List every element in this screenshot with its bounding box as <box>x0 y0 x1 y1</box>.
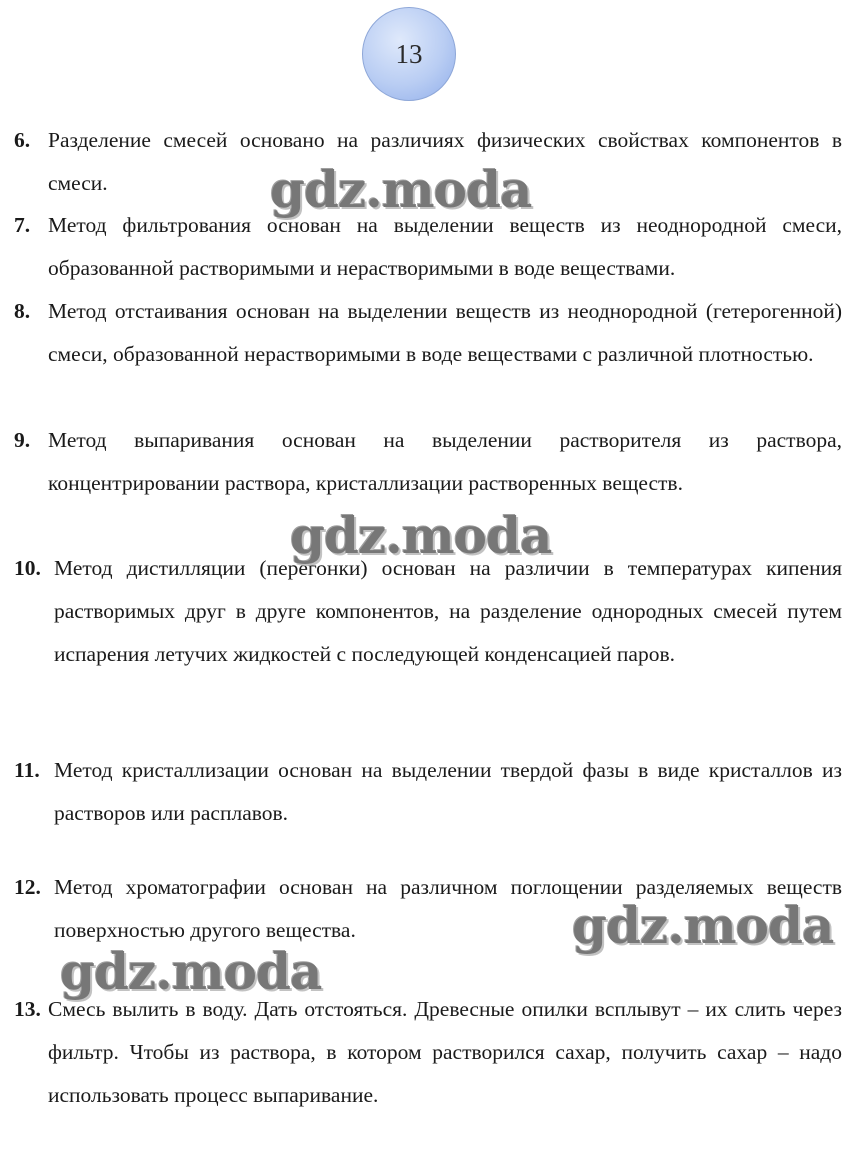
item-text: Метод выпаривания основан на выделении растворителя из раствора, концентрировании раствора, кристаллизации растворенных веществ. <box>48 428 842 495</box>
item-number: 13. <box>14 997 41 1021</box>
watermark-logo: gdz.moda <box>270 160 532 219</box>
list-item <box>14 866 842 952</box>
list-item <box>14 749 842 835</box>
item-text: Метод кристаллизации основан на выделении твердой фазы в виде кристаллов из растворов или расплавов. <box>54 758 842 825</box>
list-item <box>14 204 842 290</box>
item-text: Смесь вылить в воду. Дать отстояться. Древесные опилки всплывут – их слить через фильтр. Чтобы из раствора, в котором растворился сахар, получить сахар – надо использовать процесс выпаривание. <box>48 997 842 1107</box>
item-number: 6. <box>14 128 31 152</box>
page-number-badge <box>362 7 456 101</box>
item-number: 10. <box>14 556 41 580</box>
list-item <box>14 988 842 1117</box>
item-number: 7. <box>14 213 31 237</box>
list-item <box>14 119 842 205</box>
item-text: Метод фильтрования основан на выделении веществ из неоднородной смеси, образованной растворимыми и нерастворимыми в воде веществами. <box>48 213 842 280</box>
list-item <box>14 419 842 505</box>
watermark-logo: gdz.moda <box>60 942 322 1001</box>
watermark-logo: gdz.moda <box>572 896 834 955</box>
item-text: Метод хроматографии основан на различном поглощении разделяемых веществ поверхностью другого вещества. <box>54 875 842 942</box>
list-item <box>14 547 842 676</box>
item-number: 12. <box>14 875 41 899</box>
page-number: 13 <box>395 38 423 69</box>
item-text: Разделение смесей основано на различиях физических свойствах компонентов в смеси. <box>48 128 842 195</box>
item-number: 11. <box>14 758 40 782</box>
item-text: Метод дистилляции (перегонки) основан на различии в температурах кипения растворимых друг в друге компонентов, на разделение однородных смесей путем испарения летучих жидкостей с последующей конденсацией паров. <box>54 556 842 666</box>
item-number: 9. <box>14 428 31 452</box>
item-text: Метод отстаивания основан на выделении веществ из неоднородной (гетерогенной) смеси, образованной нерастворимыми в воде веществами с различной плотностью. <box>48 299 842 366</box>
item-number: 8. <box>14 299 31 323</box>
watermark-logo: gdz.moda <box>290 506 552 565</box>
list-item <box>14 290 842 376</box>
